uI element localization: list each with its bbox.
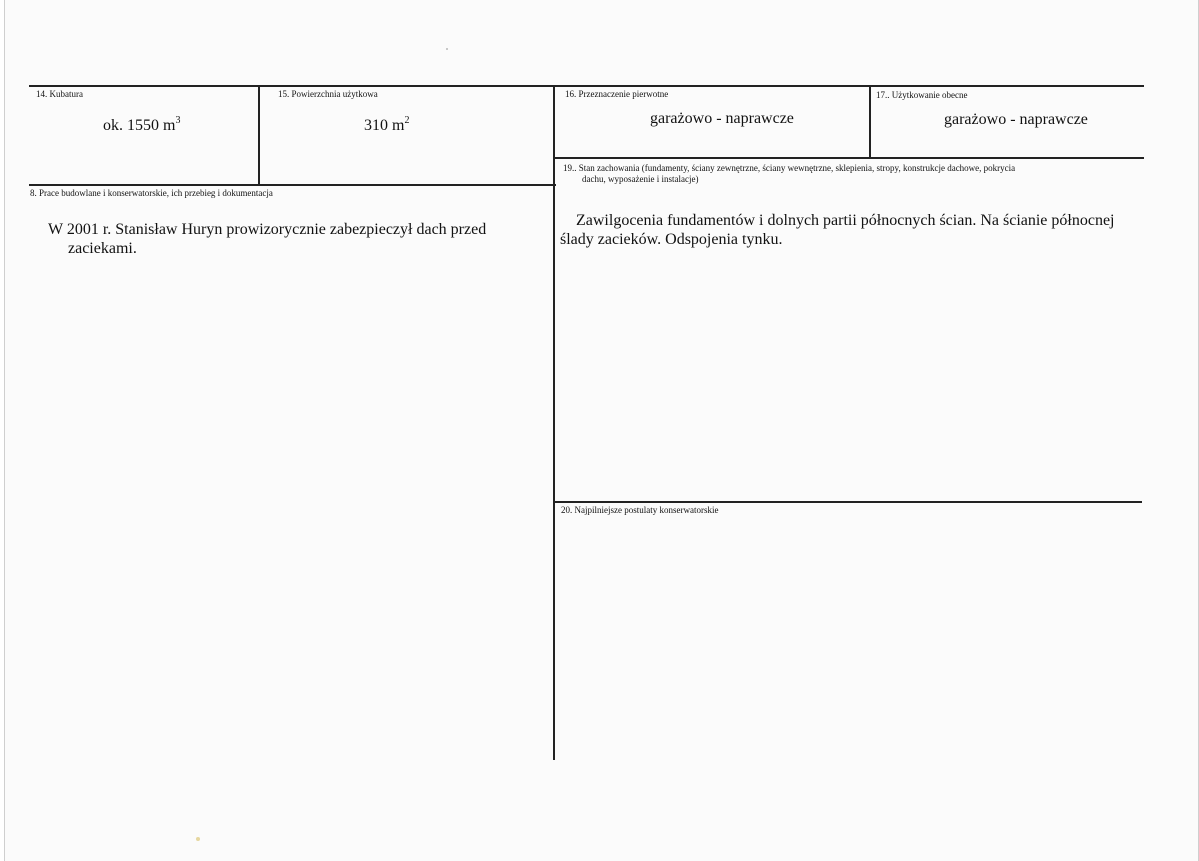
rule-above-f8	[29, 184, 556, 186]
field-14-superscript: 3	[175, 115, 181, 126]
field-19-label-line-2: dachu, wyposażenie i instalacje)	[582, 174, 699, 184]
field-14-label: 14. Kubatura	[36, 89, 83, 99]
main-divider	[553, 85, 555, 760]
field-14-value-text: ok. 1550 m	[103, 117, 176, 134]
scan-speck	[446, 48, 448, 50]
field-15-superscript: 2	[404, 115, 410, 126]
field-15-value-text: 310 m	[364, 117, 405, 134]
field-8-text-line-2: zaciekami.	[68, 240, 137, 257]
field-16-label: 16. Przeznaczenie pierwotne	[565, 89, 669, 99]
field-8-text	[48, 220, 548, 258]
field-15-value	[364, 117, 409, 135]
field-19-label-line-1: 19.. Stan zachowania (fundamenty, ściany zewnętrzne, ściany wewnętrzne, sklepienia, stropy, konstrukcje dachowe, pokrycia	[563, 163, 1016, 173]
scan-speck	[196, 837, 200, 841]
field-20-label: 20. Najpilniejsze postulaty konserwatorskie	[561, 505, 719, 515]
divider-f16-f17	[869, 85, 871, 158]
field-14-value	[103, 117, 180, 135]
field-19-text-line-1: Zawilgocenia fundamentów i dolnych partii północnych ścian. Na ścianie północnej	[576, 212, 1115, 229]
field-19-label	[563, 163, 1015, 185]
divider-f14-f15	[258, 85, 260, 185]
field-19-text	[560, 211, 1140, 249]
field-17-label: 17.. Użytkowanie obecne	[876, 90, 968, 100]
field-17-value: garażowo - naprawcze	[944, 111, 1088, 128]
field-8-label: 8. Prace budowlane i konserwatorskie, ich przebieg i dokumentacja	[30, 188, 273, 198]
rule-under-f16-f17	[555, 157, 1144, 159]
field-19-text-line-2: ślady zacieków. Odspojenia tynku.	[560, 231, 783, 248]
rule-above-f20	[555, 501, 1142, 503]
field-8-text-line-1: W 2001 r. Stanisław Huryn prowizorycznie zabezpieczył dach przed	[48, 221, 487, 238]
field-15-label: 15. Powierzchnia użytkowa	[278, 89, 378, 99]
top-rule	[29, 85, 1144, 87]
field-16-value: garażowo - naprawcze	[650, 110, 794, 127]
form-card	[4, 0, 1199, 861]
